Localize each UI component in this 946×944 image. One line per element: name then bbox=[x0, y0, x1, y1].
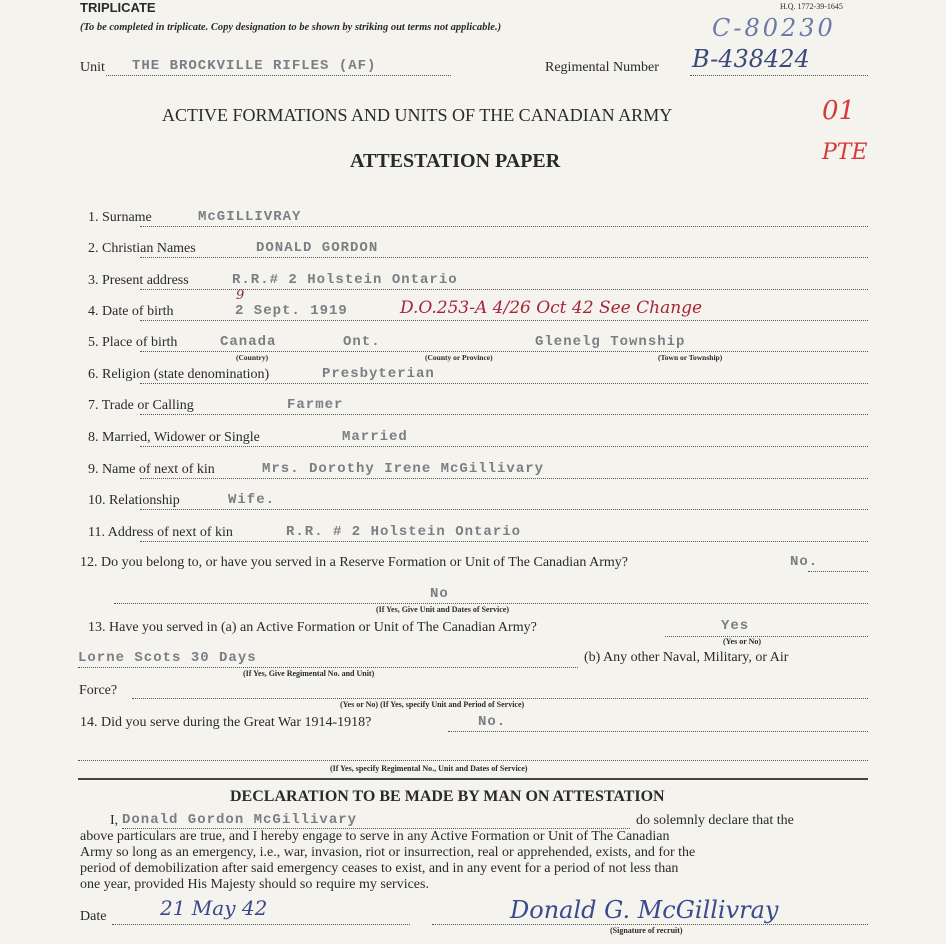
q13-value: Yes bbox=[721, 618, 750, 634]
field-value: DONALD GORDON bbox=[256, 240, 379, 256]
field-label: 8. Married, Widower or Single bbox=[88, 430, 260, 445]
field-label: 9. Name of next of kin bbox=[88, 462, 215, 477]
birth-day-correction: 9 bbox=[236, 288, 245, 303]
field-value: Wife. bbox=[228, 492, 276, 508]
field-value: Presbyterian bbox=[322, 366, 435, 382]
field-value: R.R.# 2 Holstein Ontario bbox=[232, 272, 458, 288]
q13-force-label: Force? bbox=[79, 683, 118, 698]
q12-value: No. bbox=[790, 554, 819, 570]
field-value: R.R. # 2 Holstein Ontario bbox=[286, 524, 522, 540]
birth-province: Ont. bbox=[343, 334, 381, 350]
field-label: 2. Christian Names bbox=[88, 241, 196, 256]
declaration-line-4: period of demobilization after said emergency ceases to exist, and in any event for a period of not less than bbox=[80, 861, 679, 876]
regimental-number-label: Regimental Number bbox=[545, 60, 659, 75]
field-value: Mrs. Dorothy Irene McGillivary bbox=[262, 461, 545, 477]
unit-label: Unit bbox=[80, 60, 105, 75]
field-label: 7. Trade or Calling bbox=[88, 398, 194, 413]
field-label: 10. Relationship bbox=[88, 493, 180, 508]
field-value: Farmer bbox=[287, 397, 344, 413]
q13b-label: (b) Any other Naval, Military, or Air bbox=[584, 650, 789, 665]
form-heading: ACTIVE FORMATIONS AND UNITS OF THE CANADIAN ARMY bbox=[162, 105, 673, 125]
file-number: C-80230 bbox=[712, 14, 836, 42]
form-title: ATTESTATION PAPER bbox=[350, 150, 561, 172]
instruction: (To be completed in triplicate. Copy designation to be shown by striking out terms not applicable.) bbox=[80, 22, 502, 33]
declaration-name: Donald Gordon McGillivary bbox=[122, 812, 358, 828]
field-label: 5. Place of birth bbox=[88, 335, 178, 350]
declaration-line-2: above particulars are true, and I hereby engage to serve in any Active Formation or Unit of The Canadian bbox=[80, 829, 670, 844]
signature-caption: (Signature of recruit) bbox=[610, 926, 683, 935]
q14-caption: (If Yes, specify Regimental No., Unit and Dates of Service) bbox=[330, 764, 528, 773]
birth-date-note: D.O.253-A 4/26 Oct 42 See Change bbox=[400, 298, 703, 318]
field-label: 4. Date of birth bbox=[88, 304, 174, 319]
field-label: 11. Address of next of kin bbox=[88, 525, 233, 540]
q13-label: 13. Have you served in (a) an Active Formation or Unit of The Canadian Army? bbox=[88, 620, 537, 635]
birth-country: Canada bbox=[220, 334, 277, 350]
regimental-number-value: B-438424 bbox=[692, 45, 810, 73]
declaration-title: DECLARATION TO BE MADE BY MAN ON ATTESTATION bbox=[230, 788, 665, 805]
copy-designation: TRIPLICATE bbox=[80, 0, 156, 15]
declaration-i: I, bbox=[110, 813, 119, 828]
red-mark-01: 01 bbox=[822, 96, 856, 126]
q13-caption: (Yes or No) bbox=[723, 637, 762, 646]
declaration-line-1: do solemnly declare that the bbox=[636, 813, 794, 828]
signature: Donald G. McGillivray bbox=[510, 896, 779, 924]
field-label: 3. Present address bbox=[88, 273, 189, 288]
birth-town-caption: (Town or Township) bbox=[658, 353, 723, 362]
q12-detail: No bbox=[430, 586, 449, 602]
field-value: McGILLIVRAY bbox=[198, 209, 302, 225]
date-label: Date bbox=[80, 909, 107, 924]
birth-town: Glenelg Township bbox=[535, 334, 686, 350]
red-mark-pte: PTE bbox=[822, 140, 868, 165]
q14-label: 14. Did you serve during the Great War 1914-1918? bbox=[80, 715, 372, 730]
declaration-line-5: one year, provided His Majesty should so require my services. bbox=[80, 877, 429, 892]
birth-province-caption: (County or Province) bbox=[425, 353, 493, 362]
date-value: 21 May 42 bbox=[160, 896, 268, 920]
field-value: 2 Sept. 1919 bbox=[235, 303, 348, 319]
q13-caption-2: (If Yes, Give Regimental No. and Unit) bbox=[243, 669, 375, 678]
field-label: 1. Surname bbox=[88, 210, 152, 225]
birth-country-caption: (Country) bbox=[236, 353, 269, 362]
q14-value: No. bbox=[478, 714, 507, 730]
hq-number: H.Q. 1772-39-1645 bbox=[780, 2, 843, 11]
q12-caption: (If Yes, Give Unit and Dates of Service) bbox=[376, 605, 510, 614]
q13-caption-3: (Yes or No) (If Yes, specify Unit and Period of Service) bbox=[340, 700, 525, 709]
unit-value: THE BROCKVILLE RIFLES (AF) bbox=[132, 58, 377, 74]
q13-detail: Lorne Scots 30 Days bbox=[78, 650, 257, 666]
field-value: Married bbox=[342, 429, 408, 445]
q12-label: 12. Do you belong to, or have you served in a Reserve Formation or Unit of The Canadian Army? bbox=[80, 555, 628, 570]
field-label: 6. Religion (state denomination) bbox=[88, 367, 270, 382]
declaration-line-3: Army so long as an emergency, i.e., war, invasion, riot or insurrection, real or apprehended, exists, and for the bbox=[80, 845, 696, 860]
